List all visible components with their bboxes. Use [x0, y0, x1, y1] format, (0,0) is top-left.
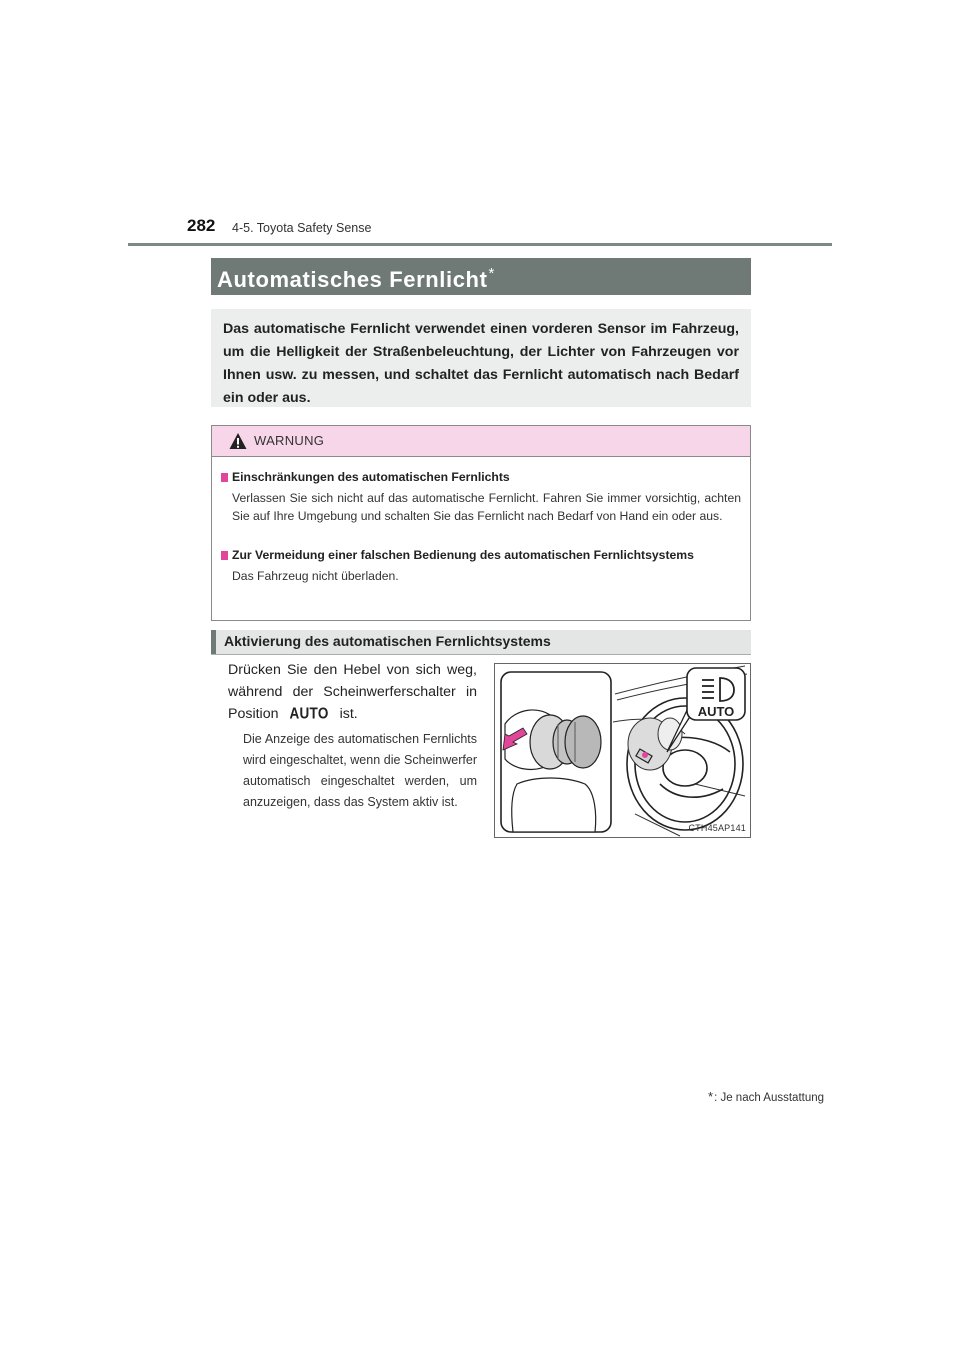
auto-symbol-icon: AUTO [289, 704, 329, 723]
page-number: 282 [187, 216, 216, 235]
warning-item [221, 547, 741, 585]
lever-illustration [495, 664, 750, 837]
section-reference: 4-5. Toyota Safety Sense [232, 221, 372, 235]
warning-item-title-2 [221, 547, 741, 564]
instruction-text-start: Drücken Sie den Hebel von sich weg, während der Scheinwerferschalter in Position [228, 662, 477, 722]
warning-item-title-text: Zur Vermeidung einer falschen Bedienung des automatischen Fernlichtsystems [232, 548, 694, 562]
pink-square-bullet-icon [221, 551, 228, 560]
warning-item-title-text: Einschränkungen des automatischen Fernlichts [232, 470, 510, 484]
warning-item [221, 469, 741, 525]
warning-item-title-1 [221, 469, 741, 486]
warning-label: WARNUNG [254, 433, 325, 448]
instruction-text-end: ist. [339, 706, 358, 722]
instruction-text [228, 659, 477, 725]
warning-item-body-2: Das Fahrzeug nicht überladen. [232, 569, 399, 583]
header-divider [128, 243, 832, 246]
subsection-header [211, 630, 751, 655]
subsection-title: Aktivierung des automatischen Fernlichtsystems [224, 633, 551, 649]
figure-code: CTH45AP141 [688, 823, 746, 833]
footnote-asterisk-icon: * [708, 1089, 714, 1104]
intro-text: Das automatische Fernlicht verwendet einen vorderen Sensor im Fahrzeug, um die Helligkeit der Straßenbeleuchtung, der Lichter von Fahrzeugen vor Ihnen usw. zu messen, und schaltet das Fernlicht automatisch nach Bedarf ein oder aus. [223, 321, 739, 406]
figure-auto-label: AUTO [697, 704, 735, 719]
instruction-note: Die Anzeige des automatischen Fernlichts wird eingeschaltet, wenn die Scheinwerfer automatisch eingeschaltet werden, um anzuzeigen, dass das System aktiv ist. [243, 732, 477, 809]
warning-item-body-1: Verlassen Sie sich nicht auf das automatische Fernlicht. Fahren Sie immer vorsichtig, achten Sie auf Ihre Umgebung und schalten Sie das Fernlicht nach Bedarf von Hand ein oder aus. [232, 491, 741, 523]
footnote [708, 1089, 824, 1104]
title-footnote-mark: * [488, 265, 495, 282]
figure-headlight-lever [494, 663, 751, 838]
warning-box [211, 425, 751, 621]
intro-box [211, 309, 751, 407]
pink-square-bullet-icon [221, 473, 228, 482]
warning-triangle-icon [229, 432, 247, 450]
section-title [217, 265, 495, 293]
warning-header [212, 426, 750, 457]
section-title-bar [211, 258, 751, 295]
subsection-accent-bar [211, 630, 216, 654]
section-title-text: Automatisches Fernlicht [217, 267, 488, 292]
footnote-text: : Je nach Ausstattung [714, 1092, 825, 1104]
